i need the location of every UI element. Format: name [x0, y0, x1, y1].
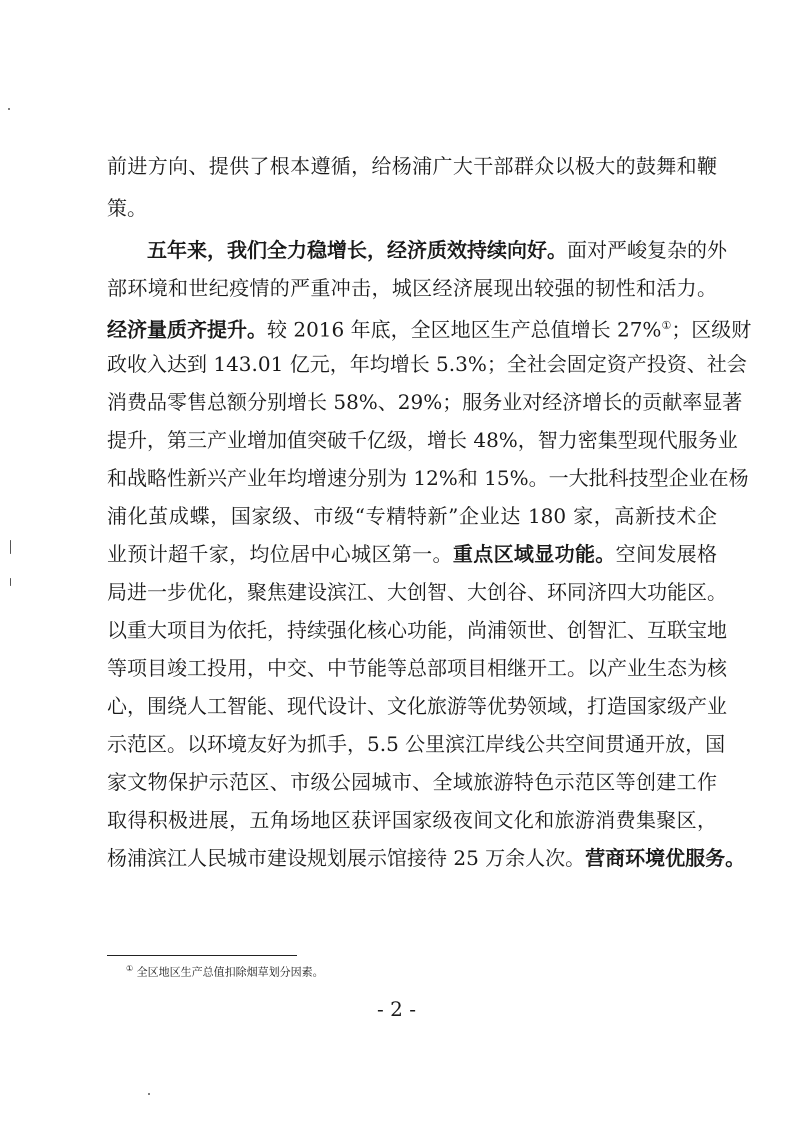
subheading-inline: 营商环境优服务。 — [585, 846, 746, 870]
text-line: 五年来，我们全力稳增长，经济质效持续向好。面对严峻复杂的外 — [147, 238, 727, 262]
text-line: 家文物保护示范区、市级公园城市、全域旅游特色示范区等创建工作 — [107, 770, 717, 794]
text-line: 前进方向、提供了根本遵循，给杨浦广大干部群众以极大的鼓舞和鞭 — [107, 154, 717, 178]
footnote-marker: ① — [126, 964, 134, 973]
text-line: 等项目竣工投用，中交、中节能等总部项目相继开工。以产业生态为核 — [107, 656, 727, 680]
text-line: 和战略性新兴产业年均增速分别为 12%和 15%。一大批科技型企业在杨 — [107, 466, 749, 490]
text-line: 部环境和世纪疫情的严重冲击，城区经济展现出较强的韧性和活力。 — [107, 276, 717, 300]
footnote-ref: ① — [661, 319, 672, 332]
footnote-divider — [107, 955, 297, 956]
subheading-inline: 经济量质齐提升。 — [107, 317, 267, 342]
text-line: 政收入达到 143.01 亿元，年均增长 5.3%；全社会固定资产投资、社会 — [107, 352, 747, 376]
text-line: 提升，第三产业增加值突破千亿级，增长 48%，智力密集型现代服务业 — [107, 428, 738, 452]
text-line: 局进一步优化，聚焦建设滨江、大创智、大创谷、环同济四大功能区。 — [107, 580, 727, 604]
footnote-text: 全区地区生产总值扣除烟草划分因素。 — [136, 965, 324, 979]
scan-speck — [148, 1093, 150, 1095]
text-line: 取得积极进展，五角场地区获评国家级夜间文化和旅游消费集聚区， — [107, 808, 717, 832]
text-line: 策。 — [107, 196, 147, 220]
heading-inline: 五年来，我们全力稳增长，经济质效持续向好。 — [147, 238, 567, 262]
scan-speck — [10, 578, 11, 586]
text-line: 心，围绕人工智能、现代设计、文化旅游等优势领域，打造国家级产业 — [107, 694, 727, 718]
text-line: 消费品零售总额分别增长 58%、29%；服务业对经济增长的贡献率显著 — [107, 390, 743, 414]
text-line: 浦化茧成蝶，国家级、市级“专精特新”企业达 180 家，高新技术企 — [107, 504, 717, 528]
scan-speck — [10, 540, 11, 554]
text-line: 以重大项目为依托，持续强化核心功能，尚浦领世、创智汇、互联宝地 — [107, 618, 727, 642]
scan-speck — [8, 108, 10, 110]
text-line: 经济量质齐提升。较 2016 年底，全区地区生产总值增长 27%①；区级财 — [107, 317, 752, 342]
page-number: - 2 - — [377, 997, 416, 1021]
subheading-inline: 重点区域显功能。 — [452, 542, 616, 566]
text-line: 业预计超千家，均位居中心城区第一。重点区域显功能。空间发展格 — [107, 542, 718, 566]
footnote — [126, 962, 324, 980]
text-line: 杨浦滨江人民城市建设规划展示馆接待 25 万余人次。营商环境优服务。 — [107, 846, 746, 870]
text-line: 示范区。以环境友好为抓手，5.5 公里滨江岸线公共空间贯通开放，国 — [107, 732, 726, 756]
